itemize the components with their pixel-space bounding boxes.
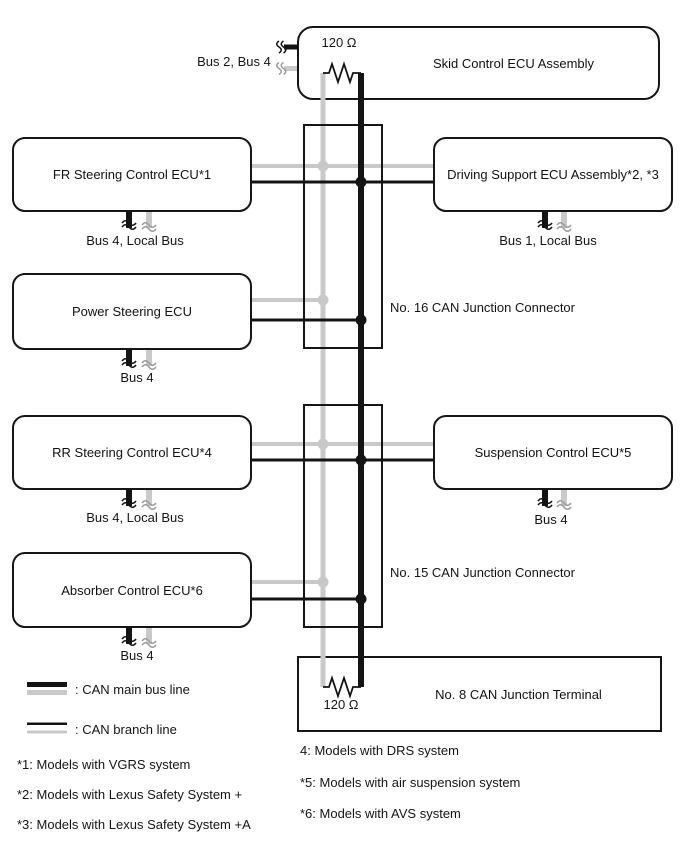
driving-support-ecu-label: Driving Support ECU Assembly*2, *3: [447, 167, 659, 182]
break-mark-icon: [538, 499, 552, 508]
break-mark-icon: [142, 361, 156, 370]
rr-steering-ecu-box: [12, 415, 252, 490]
bus-label-fr-steering: Bus 4, Local Bus: [86, 233, 184, 248]
break-mark-icon: [142, 223, 156, 232]
junction-dot: [356, 455, 367, 466]
bus-label-driving-support: Bus 1, Local Bus: [499, 233, 597, 248]
suspension-ecu-box: [433, 415, 673, 490]
break-mark-icon: [277, 41, 286, 53]
junction-dot: [356, 177, 367, 188]
footnote-5: *5: Models with air suspension system: [300, 775, 521, 790]
break-mark-icon: [122, 499, 136, 508]
stub-black: [542, 490, 548, 506]
fr-steering-ecu-label: FR Steering Control ECU*1: [52, 167, 212, 182]
fr-steering-ecu-box: [12, 137, 252, 212]
junction-dot: [356, 315, 367, 326]
stub-gray: [146, 212, 152, 228]
legend-samples: [27, 682, 67, 734]
bus-label-suspension: Bus 4: [534, 512, 568, 527]
break-mark-icon: [277, 63, 286, 75]
junction-dot: [318, 439, 329, 450]
break-mark-icon: [142, 639, 156, 648]
junction-connector-16-outline: [304, 125, 382, 348]
footnote-6: *6: Models with AVS system: [300, 806, 461, 821]
skid-control-ecu-box: [297, 26, 660, 100]
junction-dots-gray: [318, 161, 329, 588]
junction-connector-15-label: No. 15 CAN Junction Connector: [390, 565, 575, 580]
stub-black: [542, 212, 548, 228]
stub-gray: [146, 490, 152, 506]
footnote-1: *1: Models with VGRS system: [17, 757, 191, 772]
bus-label-power-steering: Bus 4: [120, 370, 154, 385]
top-left-bus-stubs: [277, 41, 297, 75]
absorber-ecu-box: [12, 552, 252, 628]
junction-dot: [318, 577, 329, 588]
junction-connector-16-label: No. 16 CAN Junction Connector: [390, 300, 575, 315]
legend-main-gray-sample: [27, 690, 67, 695]
legend-branch-black-sample: [27, 723, 67, 726]
footnote-3: *3: Models with Lexus Safety System +A: [17, 817, 251, 832]
skid-control-ecu-label: Skid Control ECU Assembly: [432, 55, 595, 71]
junction-connector-15-outline: [304, 405, 382, 627]
bus-label-rr-steering: Bus 4, Local Bus: [86, 510, 184, 525]
legend-branch-gray-sample: [27, 731, 67, 734]
bus-label-skid: Bus 2, Bus 4: [197, 54, 271, 69]
stub-black: [126, 628, 132, 644]
branch-lines-gray: [252, 166, 433, 582]
stub-black: [284, 45, 297, 50]
stub-black: [126, 212, 132, 228]
stub-gray: [146, 628, 152, 644]
branch-lines-black: [252, 182, 433, 599]
absorber-ecu-label: Absorber Control ECU*6: [61, 582, 203, 598]
stub-gray: [561, 490, 567, 506]
suspension-ecu-label: Suspension Control ECU*5: [474, 445, 632, 460]
break-mark-icon: [557, 223, 571, 232]
footnote-4: 4: Models with DRS system: [300, 743, 459, 758]
stub-black: [126, 490, 132, 506]
rr-steering-ecu-label: RR Steering Control ECU*4: [52, 445, 212, 460]
legend-main-bus-label: : CAN main bus line: [75, 682, 190, 697]
break-mark-icon: [122, 221, 136, 230]
break-mark-icon: [122, 637, 136, 646]
break-mark-icon: [142, 501, 156, 510]
stub-gray: [561, 212, 567, 228]
resistor-bottom-value: 120 Ω: [323, 697, 359, 712]
break-mark-icon: [122, 359, 136, 368]
footnote-2: *2: Models with Lexus Safety System +: [17, 787, 243, 802]
break-mark-icon: [538, 221, 552, 230]
legend-main-black-sample: [27, 682, 67, 687]
power-steering-ecu-label: Power Steering ECU: [72, 304, 192, 319]
legend-branch-label: : CAN branch line: [75, 722, 177, 737]
junction-terminal-8-box: [297, 656, 662, 732]
junction-dots-black: [356, 177, 367, 605]
junction-dot: [318, 295, 329, 306]
stub-gray: [146, 350, 152, 366]
stub-gray: [284, 66, 297, 71]
junction-terminal-8-label: No. 8 CAN Junction Terminal: [435, 686, 602, 702]
resistor-top-value: 120 Ω: [321, 35, 357, 50]
driving-support-ecu-box: [433, 137, 673, 212]
power-steering-ecu-box: [12, 273, 252, 350]
bus-label-absorber: Bus 4: [120, 648, 154, 663]
break-mark-icon: [557, 501, 571, 510]
junction-dot: [356, 594, 367, 605]
stub-black: [126, 350, 132, 366]
junction-dot: [318, 161, 329, 172]
